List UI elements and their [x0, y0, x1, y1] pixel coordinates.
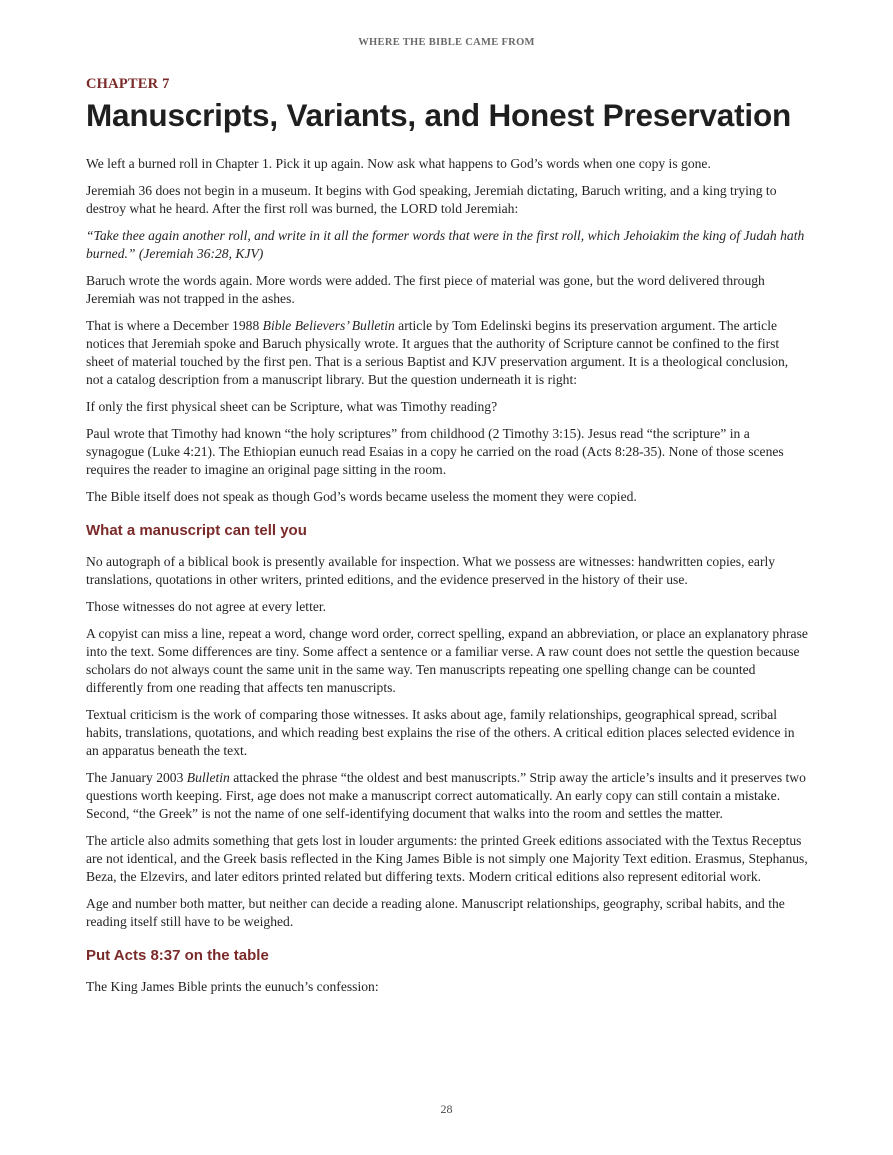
paragraph: Age and number both matter, but neither can decide a reading alone. Manuscript relationships, geography, scribal habits, and the reading itself still have to be weighed. [86, 895, 785, 929]
paragraph: Those witnesses do not agree at every letter. [86, 598, 327, 614]
paragraph: A copyist can miss a line, repeat a word, change word order, correct spelling, expand an abbreviation, or place an explanatory phrase into the text. Some differences are tiny. Some affect a sentence or a familiar verse. A raw count does not settle the question because scholars do not always count the same unit in the same way. Ten manuscripts repeating one spelling change can be counted differently from one reading that affects ten manuscripts. [86, 625, 808, 695]
paragraph: Baruch wrote the words again. More words were added. The first piece of material was gone, but the word delivered through Jeremiah was not trapped in the ashes. [86, 272, 765, 306]
paragraph: We left a burned roll in Chapter 1. Pick it up again. Now ask what happens to God’s words when one copy is gone. [86, 155, 711, 171]
publication-title: Bulletin [186, 769, 230, 785]
chapter-title: Manuscripts, Variants, and Honest Preservation [86, 97, 792, 133]
section-heading: Put Acts 8:37 on the table [86, 946, 269, 964]
section-heading: What a manuscript can tell you [86, 521, 307, 539]
paragraph: The article also admits something that gets lost in louder arguments: the printed Greek editions associated with the Textus Receptus are not identical, and the Greek basis reflected in the King James Bible is not simply one Majority Text edition. Erasmus, Stephanus, Beza, the Elzevirs, and later editors printed related but differing texts. Modern critical editions also represent editorial work. [86, 832, 808, 884]
paragraph: The Bible itself does not speak as though God’s words became useless the moment they were copied. [86, 488, 637, 504]
paragraph: Jeremiah 36 does not begin in a museum. It begins with God speaking, Jeremiah dictating, Baruch writing, and a king trying to destroy what he heard. After the first roll was burned, the LORD told Jeremiah: [86, 182, 777, 216]
chapter-label: CHAPTER 7 [86, 76, 170, 92]
page-content [86, 76, 808, 1005]
text-run: The January 2003 [86, 769, 187, 785]
paragraph [86, 769, 808, 823]
paragraph: Paul wrote that Timothy had known “the holy scriptures” from childhood (2 Timothy 3:15). Jesus read “the scripture” in a synagogue (Luke 4:21). The Ethiopian eunuch read Esaias in a copy he carried on the road (Acts 8:28-35). None of those scenes requires the reader to imagine an original page sitting in the room. [86, 425, 784, 477]
paragraph [86, 317, 808, 389]
text-run: That is where a December 1988 [86, 317, 263, 333]
scripture-quote: “Take thee again another roll, and write in it all the former words that were in the first roll, which Jehoiakim the king of Judah hath burned.” (Jeremiah 36:28, KJV) [86, 227, 805, 261]
running-head: WHERE THE BIBLE CAME FROM [358, 37, 535, 48]
text-run: article by Tom Edelinski begins its preservation argument. The article notices that Jeremiah spoke and Baruch physically wrote. It argues that the authority of Scripture cannot be confined to the first sheet of material touched by the first pen. That is a serious Baptist and KJV preservation argument. It is a theological conclusion, not a catalog description from a manuscript library. But the question underneath it is right: [86, 317, 789, 387]
paragraph: If only the first physical sheet can be Scripture, what was Timothy reading? [86, 398, 498, 414]
page-number: 28 [440, 1102, 453, 1116]
text-run: attacked the phrase “the oldest and best manuscripts.” Strip away the article’s insults and it preserves two questions worth keeping. First, age does not make a manuscript correct automatically. An early copy can still contain a mistake. Second, “the Greek” is not the name of one self-identifying document that walks into the room and settles the matter. [86, 769, 806, 821]
paragraph: Textual criticism is the work of comparing those witnesses. It asks about age, family relationships, geographical spread, scribal habits, translations, quotations, and which reading best explains the rise of the others. A critical edition places selected evidence in an apparatus beneath the text. [86, 706, 795, 758]
publication-title: Bible Believers’ Bulletin [262, 317, 395, 333]
paragraph: The King James Bible prints the eunuch’s confession: [86, 978, 379, 994]
paragraph: No autograph of a biblical book is presently available for inspection. What we possess are witnesses: handwritten copies, early translations, quotations in other writers, printed editions, and the evidence preserved in the history of their use. [86, 553, 776, 587]
